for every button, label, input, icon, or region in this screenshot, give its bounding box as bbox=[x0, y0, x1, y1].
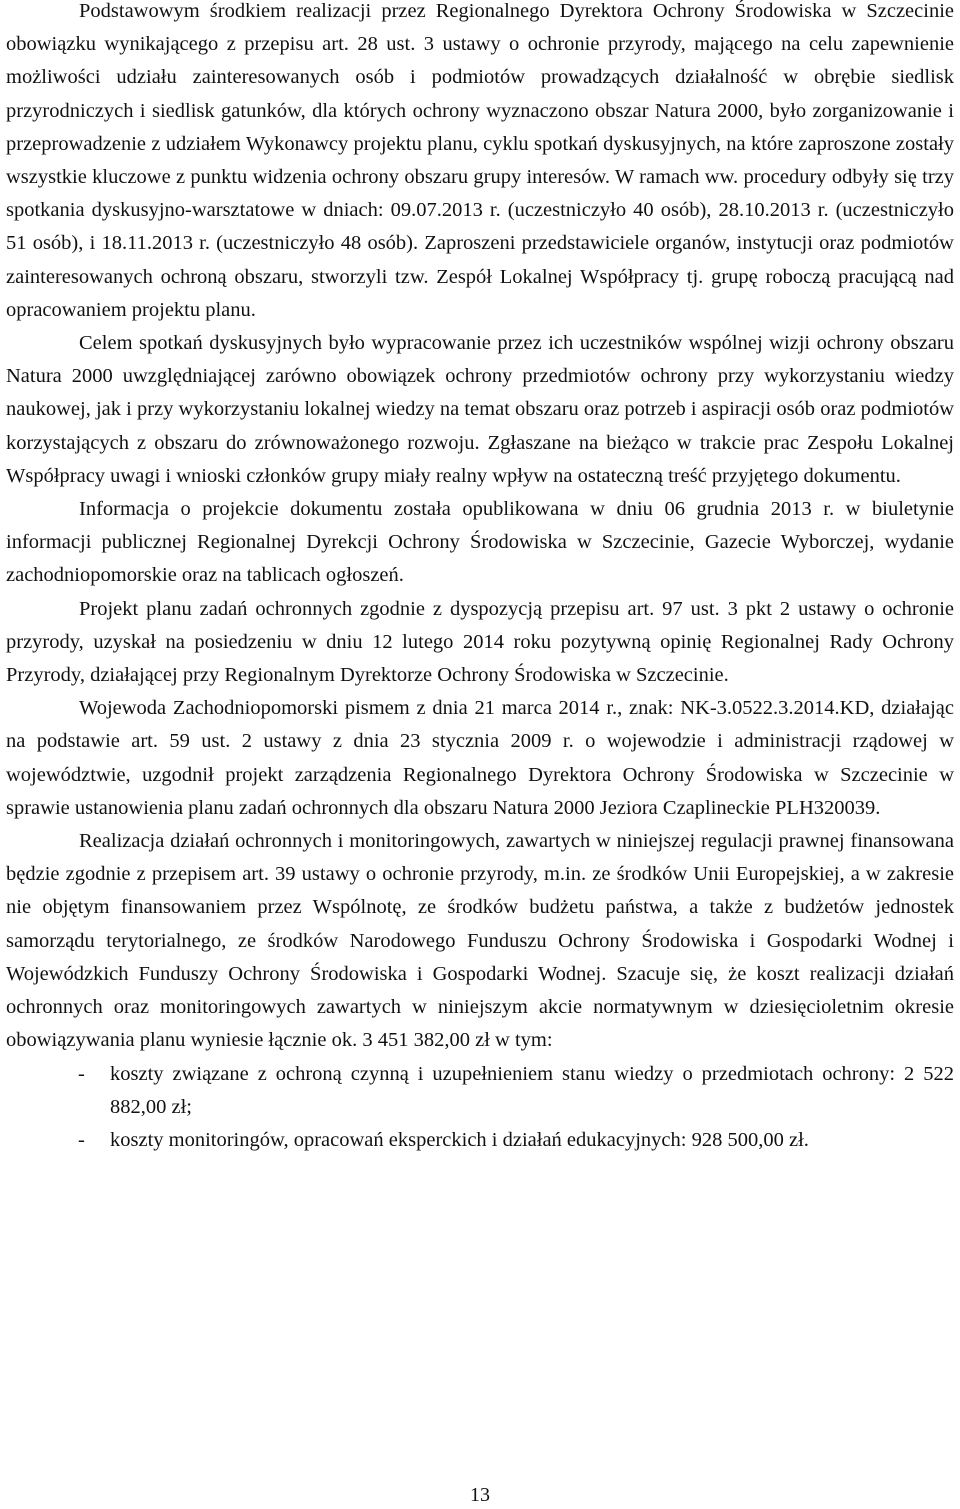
list-item bbox=[6, 1058, 954, 1124]
paragraph-meeting-goals: Celem spotkań dyskusyjnych było wypracowanie przez ich uczestników wspólnej wizji ochrony obszaru Natura 2000 uwzględniającej zarówno obowiązek ochrony przedmiotów ochrony przy wykorzystaniu wiedzy naukowej, jak i przy wykorzystaniu lokalnej wiedzy na temat obszaru oraz potrzeb i aspiracji osób oraz podmiotów korzystających z obszaru do zrównoważonego rozwoju. Zgłaszane na bieżąco w trakcie prac Zespołu Lokalnej Współpracy uwagi i wnioski członków grupy miały realny wpływ na ostateczną treść przyjętego dokumentu. bbox=[6, 332, 954, 487]
cost-item-monitoring: koszty monitoringów, opracowań eksperckich i działań edukacyjnych: 928 500,00 zł. bbox=[110, 1128, 809, 1151]
paragraph-council-opinion: Projekt planu zadań ochronnych zgodnie z dyspozycją przepisu art. 97 ust. 3 pkt 2 ustawy o ochronie przyrody, uzyskał na posiedzeniu w dniu 12 lutego 2014 roku pozytywną opinię Regionalnej Rady Ochrony Przyrody, działającej przy Regionalnym Dyrektorze Ochrony Środowiska w Szczecinie. bbox=[6, 597, 954, 687]
list-item bbox=[6, 1124, 954, 1157]
cost-list bbox=[6, 1058, 954, 1158]
list-dash: - bbox=[78, 1128, 85, 1151]
paragraph-consultation-meetings: Podstawowym środkiem realizacji przez Regionalnego Dyrektora Ochrony Środowiska w Szczecinie obowiązku wynikającego z przepisu art. 28 ust. 3 ustawy o ochronie przyrody, mającego na celu zapewnienie możliwości udziału zainteresowanych osób i podmiotów prowadzących działalność w obrębie siedlisk przyrodniczych i siedlisk gatunków, dla których ochrony wyznaczono obszar Natura 2000, było zorganizowanie i przeprowadzenie z udziałem Wykonawcy projektu planu, cyklu spotkań dyskusyjnych, na które zaproszone zostały wszystkie kluczowe z punktu widzenia ochrony obszaru grupy interesów. W ramach ww. procedury odbyły się trzy spotkania dyskusyjno-warsztatowe w dniach: 09.07.2013 r. (uczestniczyło 40 osób), 28.10.2013 r. (uczestniczyło 51 osób), i 18.11.2013 r. (uczestniczyło 48 osób). Zaproszeni przedstawiciele organów, instytucji oraz podmiotów zainteresowanych ochroną obszaru, stworzyli tzw. Zespół Lokalnej Współpracy tj. grupę roboczą pracującą nad opracowaniem projektu planu. bbox=[6, 0, 954, 321]
paragraph-financing: Realizacja działań ochronnych i monitoringowych, zawartych w niniejszej regulacji prawnej finansowana będzie zgodnie z przepisem art. 39 ustawy o ochronie przyrody, m.in. ze środków Unii Europejskiej, a w zakresie nie objętym finansowaniem przez Wspólnotę, ze środków budżetu państwa, a także z budżetów jednostek samorządu terytorialnego, ze środków Narodowego Funduszu Ochrony Środowiska i Gospodarki Wodnej i Wojewódzkich Funduszy Ochrony Środowiska i Gospodarki Wodnej. Szacuje się, że koszt realizacji działań ochronnych oraz monitoringowych zawartych w niniejszym akcie normatywnym w dziesięcioletnim okresie obowiązywania planu wyniesie łącznie ok. 3 451 382,00 zł w tym: bbox=[6, 830, 954, 1052]
paragraph-voivode-approval: Wojewoda Zachodniopomorski pismem z dnia 21 marca 2014 r., znak: NK-3.0522.3.2014.KD, działając na podstawie art. 59 ust. 2 ustawy z dnia 23 stycznia 2009 r. o wojewodzie i administracji rządowej w województwie, uzgodnił projekt zarządzenia Regionalnego Dyrektora Ochrony Środowiska w Szczecinie w sprawie ustanowienia planu zadań ochronnych dla obszaru Natura 2000 Jeziora Czaplineckie PLH320039. bbox=[6, 697, 954, 819]
document-body bbox=[6, 0, 954, 1157]
page-number: 13 bbox=[470, 1484, 490, 1506]
cost-item-active-protection: koszty związane z ochroną czynną i uzupełnieniem stanu wiedzy o przedmiotach ochrony: 2 522 882,00 zł; bbox=[110, 1062, 954, 1118]
paragraph-publication-info: Informacja o projekcie dokumentu została opublikowana w dniu 06 grudnia 2013 r. w biuletynie informacji publicznej Regionalnej Dyrekcji Ochrony Środowiska w Szczecinie, Gazecie Wyborczej, wydanie zachodniopomorskie oraz na tablicach ogłoszeń. bbox=[6, 498, 954, 587]
list-dash: - bbox=[78, 1062, 85, 1085]
